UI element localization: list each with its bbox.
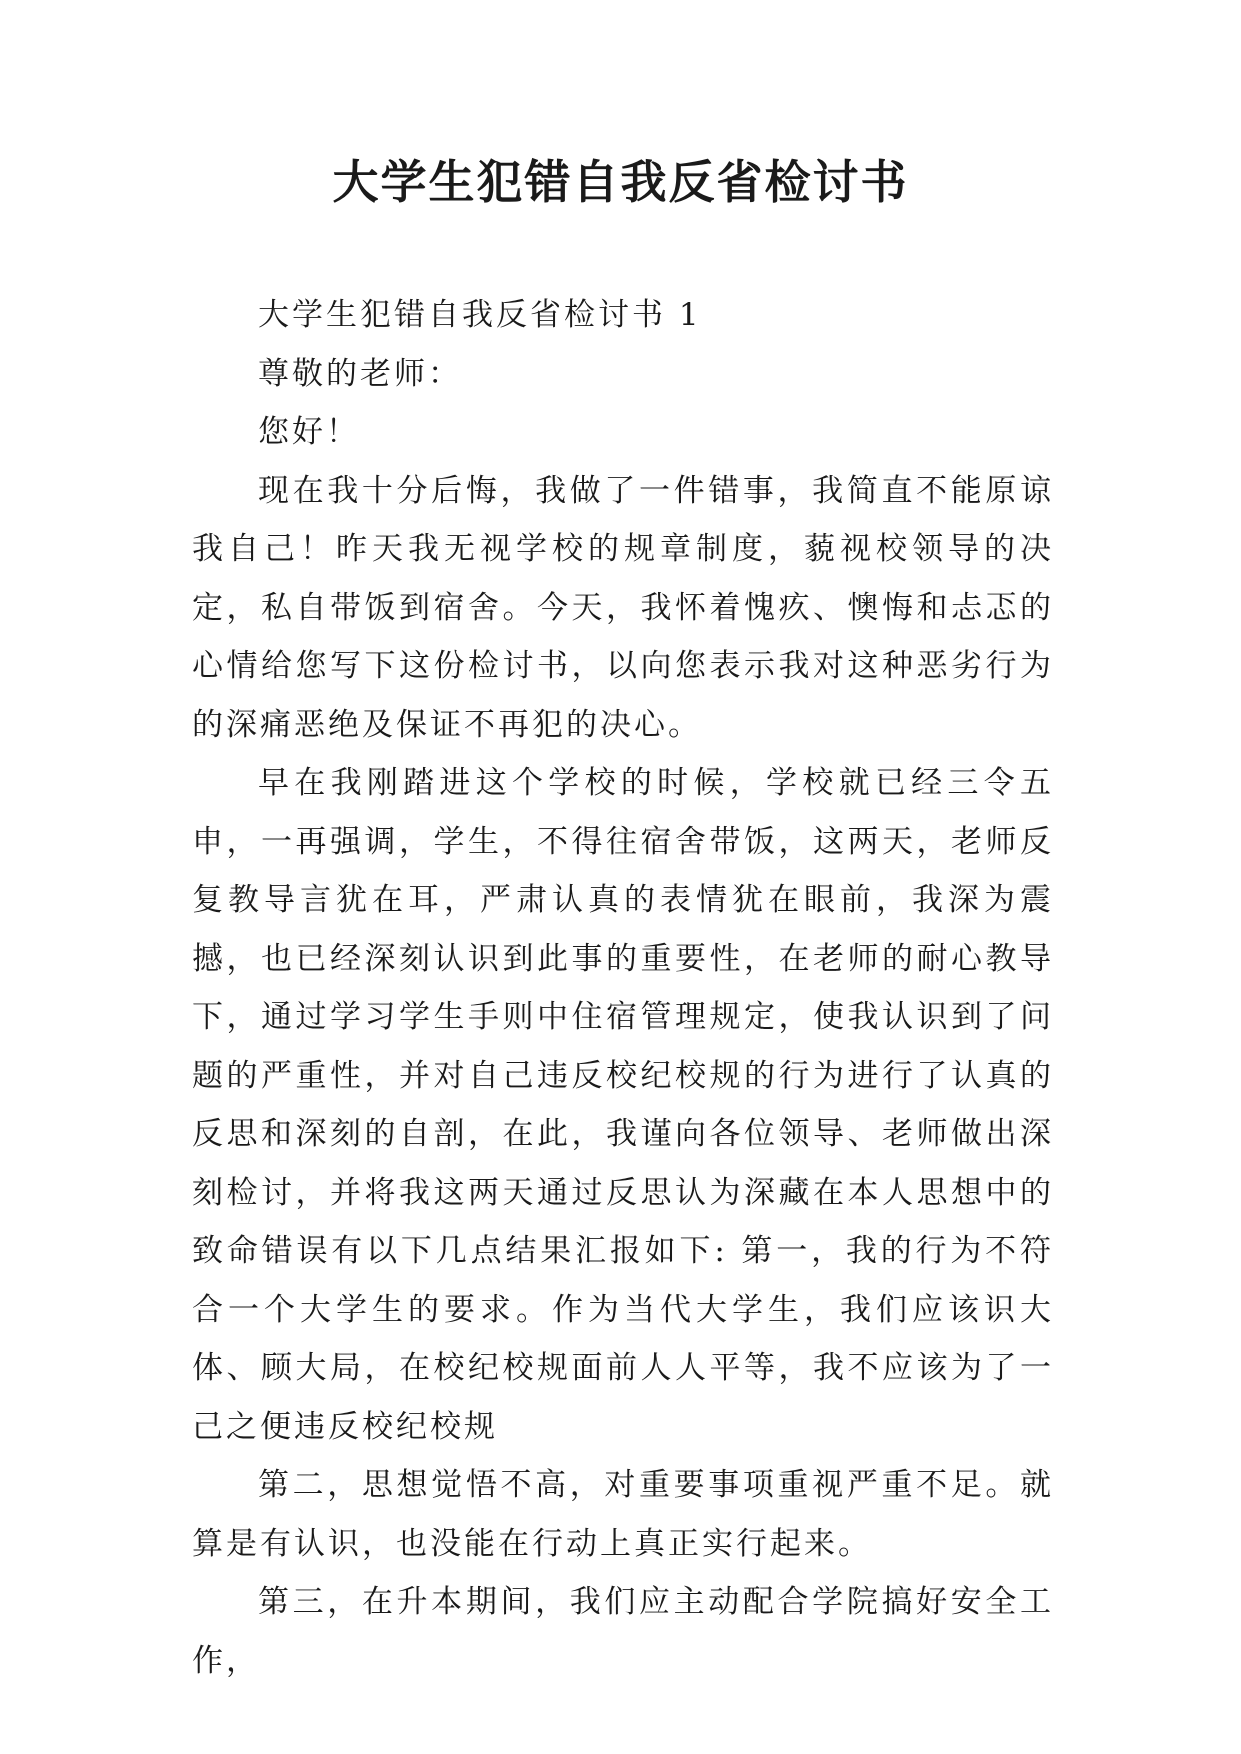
greeting: 您好！ bbox=[258, 414, 360, 450]
paragraph: 早在我刚踏进这个学校的时候，学校就已经三令五申，一再强调，学生，不得往宿舍带饭，这两天，老师反复教导言犹在耳，严肃认真的表情犹在眼前，我深为震撼，也已经深刻认识到此事的重要性，在老师的耐心教导下，通过学习学生手则中住宿管理规定，使我认识到了问题的严重性，并对自己违反校纪校规的行为进行了认真的反思和深刻的自剖，在此，我谨向各位领导、老师做出深刻检讨，并将我这两天通过反思认为深藏在本人思想中的致命错误有以下几点结果汇报如下: 第一，我的行为不符合一个大学生的要求。作为当代大学生，我们应该识大体、顾大局，在校纪校规面前人人平等，我不应该为了一己之便违反校纪校规 bbox=[192, 765, 1054, 1445]
paragraph: 现在我十分后悔，我做了一件错事，我简直不能原谅我自己！昨天我无视学校的规章制度，藐视校领导的决定，私自带饭到宿舍。今天，我怀着愧疚、懊悔和忐忑的心情给您写下这份检讨书，以向您表示我对这种恶劣行为的深痛恶绝及保证不再犯的决心。 bbox=[192, 472, 1054, 743]
salutation: 尊敬的老师： bbox=[258, 355, 462, 392]
document-title: 大学生犯错自我反省检讨书 bbox=[332, 155, 909, 209]
paragraph: 第二，思想觉悟不高，对重要事项重视严重不足。就算是有认识，也没能在行动上真正实行起来。 bbox=[192, 1467, 1054, 1562]
paragraph: 第三，在升本期间，我们应主动配合学院搞好安全工作， bbox=[192, 1584, 1054, 1679]
subtitle-line: 大学生犯错自我反省检讨书 1 bbox=[258, 297, 702, 333]
document-body bbox=[192, 286, 1054, 1690]
